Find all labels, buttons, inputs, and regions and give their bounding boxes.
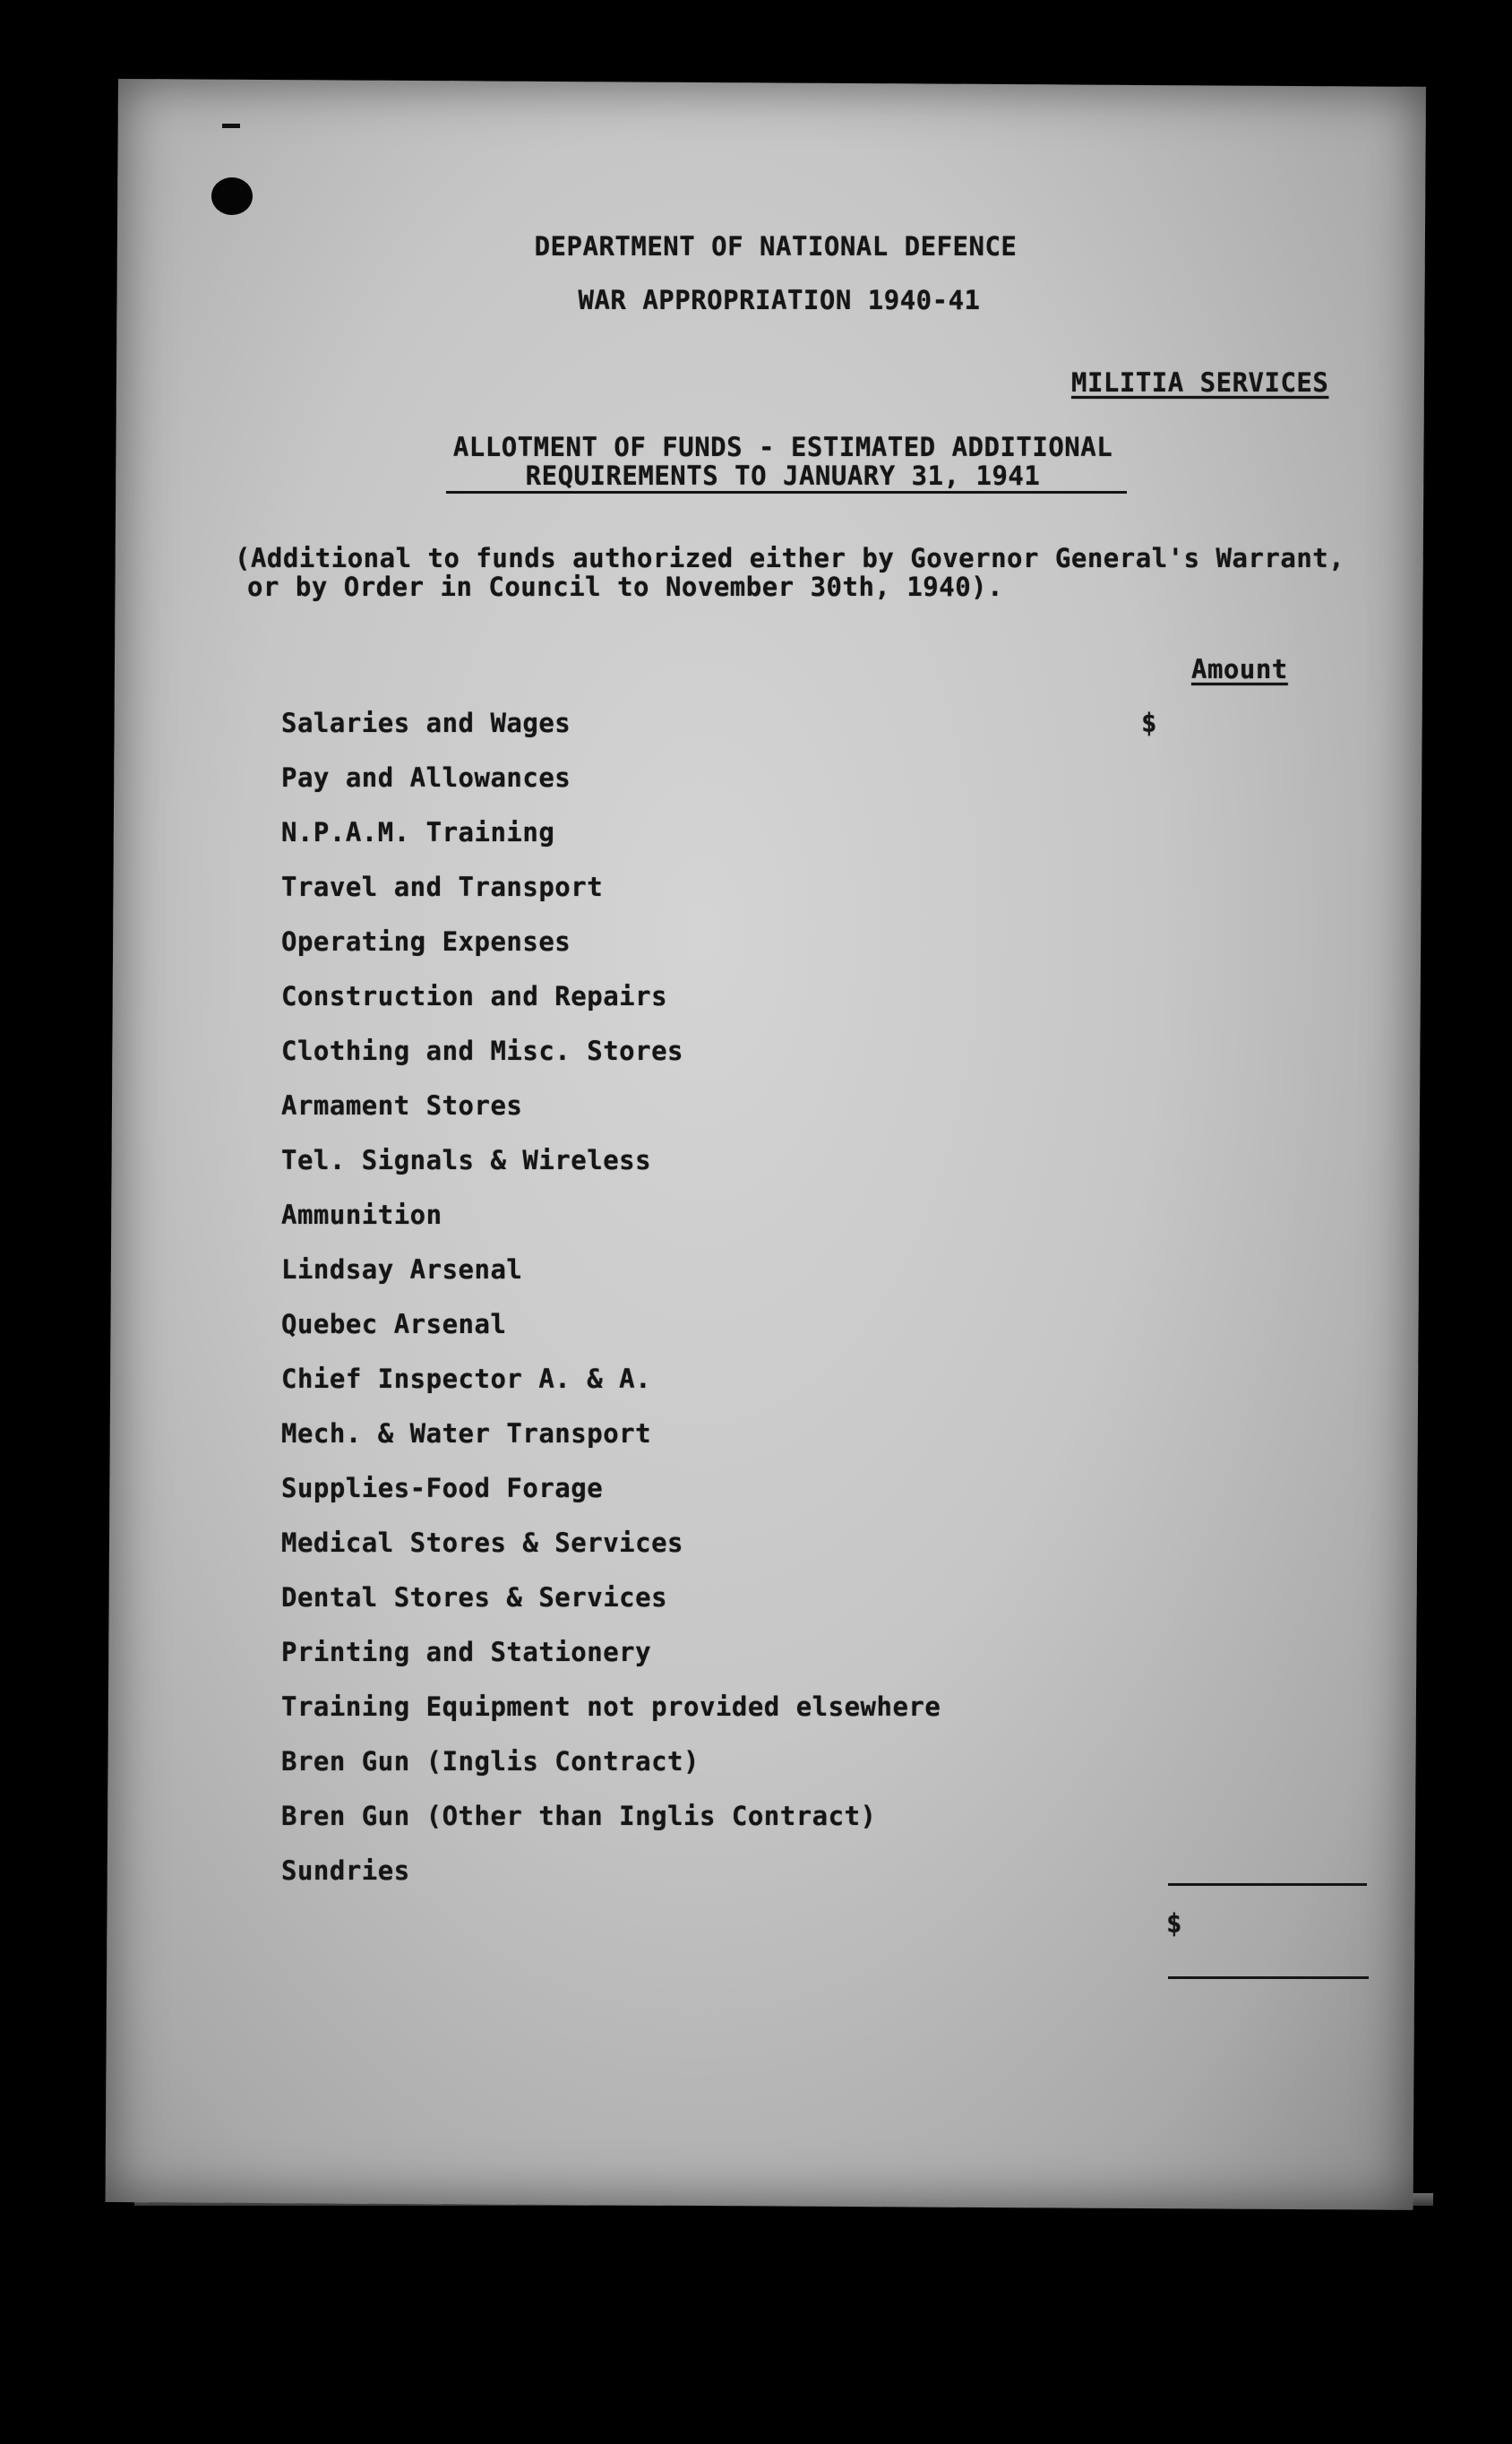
list-item: Mech. & Water Transport [281, 1418, 652, 1449]
title-line-2: REQUIREMENTS TO JANUARY 31, 1941 [525, 460, 1041, 491]
list-item: Construction and Repairs [281, 981, 668, 1011]
list-item: Pay and Allowances [281, 762, 571, 793]
punch-mark [222, 124, 240, 128]
currency-symbol: $ [1141, 708, 1157, 738]
title-underline [446, 491, 1127, 494]
list-item: Quebec Arsenal [281, 1309, 507, 1339]
list-item: Travel and Transport [281, 872, 604, 902]
list-item: Supplies-Food Forage [281, 1473, 604, 1503]
service-label: MILITIA SERVICES [1071, 367, 1329, 398]
title-line-1: ALLOTMENT OF FUNDS - ESTIMATED ADDITIONAL [452, 432, 1113, 462]
list-item: Bren Gun (Other than Inglis Contract) [281, 1801, 877, 1831]
list-item: N.P.A.M. Training [281, 817, 555, 848]
list-item: Lindsay Arsenal [281, 1254, 523, 1285]
department-heading: DEPARTMENT OF NATIONAL DEFENCE [534, 231, 1018, 262]
list-item: Armament Stores [281, 1090, 523, 1121]
list-item: Dental Stores & Services [281, 1582, 668, 1613]
list-item: Training Equipment not provided elsewhere [281, 1691, 941, 1722]
appropriation-heading: WAR APPROPRIATION 1940-41 [578, 285, 981, 315]
note-line-1: (Additional to funds authorized either by Governor General's Warrant, [235, 543, 1345, 573]
list-item: Bren Gun (Inglis Contract) [281, 1746, 700, 1777]
list-item: Operating Expenses [281, 926, 571, 957]
amount-column-header: Amount [1191, 654, 1288, 684]
punch-hole [211, 177, 253, 215]
note-line-2: or by Order in Council to November 30th, 1940). [247, 572, 1004, 602]
total-rule [1168, 1976, 1369, 1979]
list-item: Chief Inspector A. & A. [281, 1364, 652, 1394]
list-item: Clothing and Misc. Stores [281, 1036, 683, 1066]
total-currency-symbol: $ [1166, 1908, 1182, 1939]
list-item: Printing and Stationery [281, 1637, 652, 1667]
list-item: Medical Stores & Services [281, 1528, 683, 1558]
list-item: Ammunition [281, 1200, 442, 1230]
list-item: Salaries and Wages [281, 708, 571, 738]
list-item: Tel. Signals & Wireless [281, 1145, 652, 1175]
subtotal-rule [1168, 1883, 1367, 1886]
list-item: Sundries [281, 1855, 410, 1886]
